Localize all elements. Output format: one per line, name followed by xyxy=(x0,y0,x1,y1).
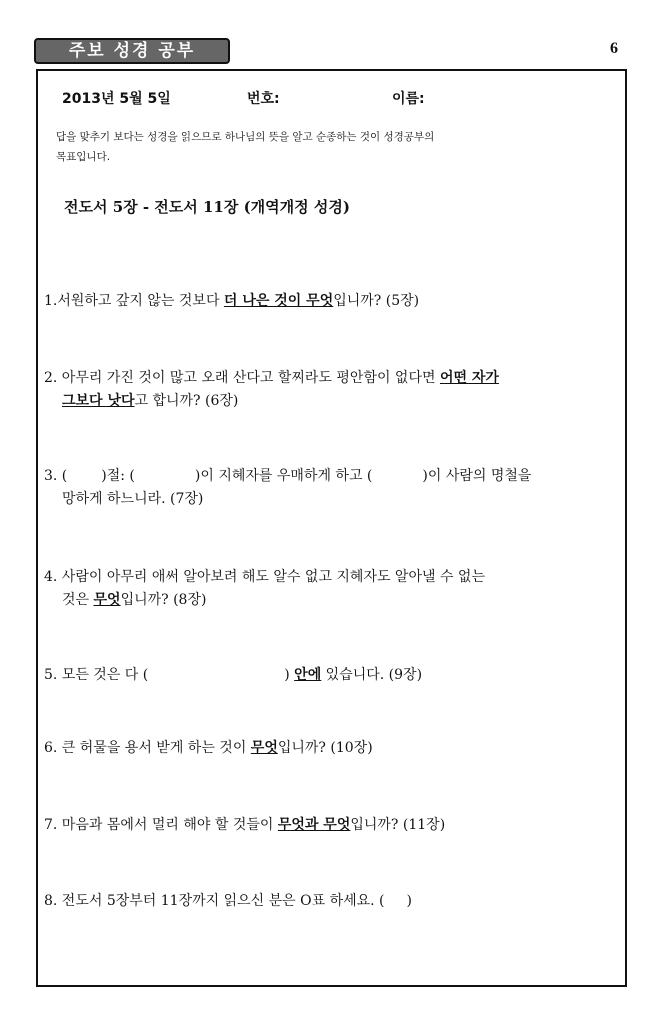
q4-text: 것은 xyxy=(62,592,94,608)
q5-text: 5. 모든 것은 다 ( xyxy=(44,667,149,683)
q1-text: 1.서원하고 갚지 않는 것보다 xyxy=(44,293,224,309)
q2-text: 2. 아무리 가진 것이 많고 오래 산다고 할찌라도 평안함이 없다면 xyxy=(44,370,440,386)
q2-suffix: 고 합니까? (6장) xyxy=(134,393,239,409)
intro-line-2: 목표입니다. xyxy=(56,151,111,163)
q3-line-2: 망하게 하느니라. (7장) xyxy=(62,491,204,507)
q1-highlight: 더 나은 것이 무엇 xyxy=(223,293,334,309)
q7-suffix: 입니까? (11장) xyxy=(350,817,446,833)
q2-highlight-1: 어떤 자가 xyxy=(439,370,499,386)
reading-range: 전도서 5장 - 전도서 11장 (개역개정 성경) xyxy=(64,198,350,216)
q5-suffix: 있습니다. (9장) xyxy=(321,667,423,683)
worksheet-title: 주보 성경 공부 xyxy=(34,38,230,64)
q7-highlight: 무엇과 무엇 xyxy=(277,817,351,833)
q1-suffix: 입니까? (5장) xyxy=(333,293,420,309)
q3-part-d: )이 사람의 명철을 xyxy=(422,468,532,484)
q2-highlight-2: 그보다 낫다 xyxy=(62,393,135,409)
intro-text xyxy=(56,127,576,167)
q4-line-1: 4. 사람이 아무리 애써 알아보려 해도 알수 없고 지혜자도 알아낼 수 없는 xyxy=(44,569,485,585)
question-7 xyxy=(44,814,619,837)
question-5 xyxy=(44,664,619,687)
question-8 xyxy=(44,890,619,913)
question-4 xyxy=(44,566,619,612)
q5-mid: ) xyxy=(284,667,295,683)
question-1 xyxy=(44,290,619,313)
q6-highlight: 무엇 xyxy=(250,740,278,756)
page-number: 6 xyxy=(610,40,618,57)
q4-highlight: 무엇 xyxy=(93,592,121,608)
q6-suffix: 입니까? (10장) xyxy=(277,740,373,756)
intro-line-1: 답을 맞추기 보다는 성경을 읽으므로 하나님의 뜻을 알고 순종하는 것이 성경공부의 xyxy=(56,131,435,143)
q6-text: 6. 큰 허물을 용서 받게 하는 것이 xyxy=(44,740,251,756)
number-label: 번호: xyxy=(247,91,280,107)
question-3 xyxy=(44,465,619,511)
q3-part-b: )절: ( xyxy=(101,468,135,484)
date-label: 2013년 5월 5일 xyxy=(62,91,171,107)
q3-part-c: )이 지혜자를 우매하게 하고 ( xyxy=(194,468,373,484)
q8-suffix: ) xyxy=(406,893,412,909)
q7-text: 7. 마음과 몸에서 멀리 해야 할 것들이 xyxy=(44,817,278,833)
q8-text: 8. 전도서 5장부터 11장까지 읽으신 분은 O표 하세요. ( xyxy=(44,893,385,909)
q4-suffix: 입니까? (8장) xyxy=(120,592,207,608)
question-2 xyxy=(44,367,619,413)
q5-highlight: 안에 xyxy=(294,667,322,683)
name-label: 이름: xyxy=(392,91,425,107)
question-6 xyxy=(44,737,619,760)
q3-part-a: 3. ( xyxy=(44,468,68,484)
